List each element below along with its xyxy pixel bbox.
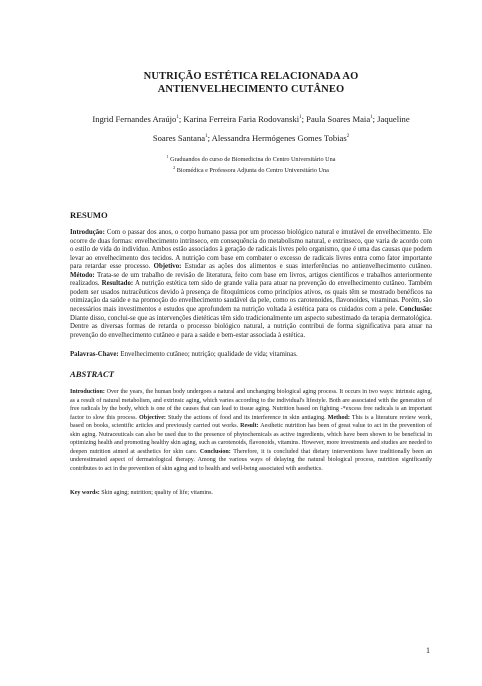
affiliation-marker: 1: [370, 115, 373, 120]
authors-line-2: [70, 128, 432, 147]
title-line-2: ANTIENVELHECIMENTO CUTÂNEO: [157, 84, 345, 95]
resumo-paragraph: Introdução: Com o passar dos anos, o corpo humano passa por um processo biológico natural e imutável de envelhecimento. Ele ocorre de duas formas: envelhecimento intrínseco, em consequência do metabolismo natural, e extrínseco, que varia de acordo com o estilo de vida do indivíduo. Ambos estão associados à geração de radicais livres pelo organismo, que é uma das causas que podem levar ao envelhecimento dos tecidos. A nutrição com base em combater o excesso de radicais livres entra como fator importante para retardar esse processo. Objetivo: Estudar as ações dos alimentos e suas interferências no antienvelhecimento cutâneo. Método: Trata-se de um trabalho de revisão de literatura, feito com base em livros, artigos científicos e trabalhos anteriormente realizados. Resultado: A nutrição estética tem sido de grande valia para atuar na prevenção do envelhecimento cutâneo. Também podem ser usados nutracêuticos devido à presença de fitoquímicos como princípios ativos, os quais têm se mostrado benéficos na otimização da saúde e na promoção do envelhecimento saudável da pele, como os carotenoides, flavonoides, vitaminas. Porém, são necessários mais investimentos e estudos que aprofundem na nutrição voltada à estética para os cuidados com a pele. Conclusão: Diante disso, conclui-se que as intervenções dietéticas têm sido tradicionalmente um aspecto subestimado da terapia dermatológica. Dentre as diversas formas de retarda o processo biológico natural, a nutrição contribui de forma significativa para atuar na prevenção do envelhecimento cutâneo e para a saúde e bem-estar associada à estética.: [70, 229, 432, 339]
affiliation-1: $^1$ Graduandos do curso de Biomedicina do Centro Universitário Una: [166, 153, 336, 163]
objective-label: Objetivo:: [153, 263, 182, 271]
title-line-1: NUTRIÇÃO ESTÉTICA RELACIONADA AO: [143, 71, 359, 82]
affiliation-marker: 1: [176, 115, 179, 120]
author-list: [70, 109, 432, 147]
affiliation-marker: 2: [346, 133, 350, 139]
author-name: ; Alessandra Hermógenes Gomes Tobias: [207, 132, 347, 143]
intro-label: Introduction:: [70, 389, 105, 396]
authors-line-1: [70, 109, 432, 128]
result-label: Result:: [240, 423, 259, 430]
affiliation-marker: 1: [205, 133, 208, 139]
affiliation-marker: 1: [299, 115, 302, 120]
author-name: ; Jaqueline: [372, 113, 410, 124]
method-label: Method:: [327, 414, 350, 421]
objective-label: Objective:: [139, 414, 166, 421]
intro-label: Introdução:: [70, 229, 105, 237]
conclusion-label: Conclusão:: [399, 305, 432, 313]
palavras-chave: Palavras-Chave: Envelhecimento cutâneo; nutrição; qualidade de vida; vitaminas.: [70, 351, 298, 359]
author-name: ; Paula Soares Maia: [301, 113, 371, 124]
author-name: Soares Santana: [152, 132, 206, 143]
paper-title: [70, 70, 432, 96]
method-label: Método:: [70, 271, 95, 279]
author-name: Ingrid Fernandes Araújo: [92, 113, 177, 124]
key-words: Key words: Skin aging; nutrition; quality of life; vitamins.: [70, 490, 213, 497]
conclusion-label: Conclusion:: [199, 448, 231, 455]
affiliations: [70, 153, 432, 176]
author-name: ; Karina Ferreira Faria Rodovanski: [178, 113, 300, 124]
resumo-heading: RESUMO: [70, 210, 108, 221]
affiliation-2: $^2$ Biomédica e Professora Adjunta do Centro Universitário Una: [173, 165, 329, 175]
result-label: Resultado:: [101, 280, 134, 288]
page-number: 1: [426, 646, 430, 655]
abstract-paragraph: Introduction: Over the years, the human body undergoes a natural and unchanging biological aging process. It occurs in two ways: intrinsic aging, as a result of natural metabolism, and extrinsic aging, which varies according to the individual's lifestyle. Both are associated with the generation of free radicals by the body, which is one of the causes that can lead to tissue aging. Nutrition based on fighting -*excess free radicals is an important factor to slow this process. Objective: Study the actions of food and its interference in skin antiaging. Method: This is a literature review work, based on books, scientific articles and previously carried out works. Result: Aesthetic nutrition has been of great value to act in the prevention of skin aging. Nutraceuticals can also be used due to the presence of phytochemicals as active ingredients, which have been shown to be beneficial in optimizing health and promoting healthy skin aging, such as carotenoids, flavonoids, vitamins. However, more investments and studies are needed to deepen nutrition aimed at aesthetics for skin care. Conclusion: Therefore, it is concluded that dietary interventions have traditionally been an underestimated aspect of dermatological therapy. Among the various ways of delaying the natural biological process, nutrition significantly contributes to act in the prevention of skin aging and to health and well-being associated with aesthetics.: [70, 389, 433, 472]
abstract-heading: ABSTRACT: [70, 369, 114, 380]
